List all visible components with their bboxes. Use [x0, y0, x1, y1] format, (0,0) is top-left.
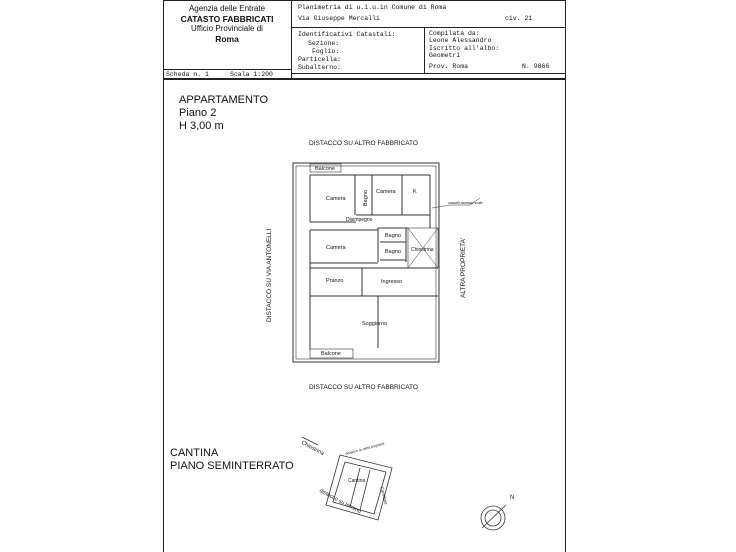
ident-title: Identificativi Catastali:: [298, 31, 396, 38]
agency-name: Agenzia delle Entrate: [188, 4, 266, 13]
iscritto-label: Iscritto all'albo:: [429, 45, 500, 52]
office-name: Ufficio Provinciale di: [191, 24, 263, 33]
compilata-label: Compilata da:: [429, 30, 480, 37]
room-bagno-2: Bagno: [385, 233, 401, 239]
apartment-floor: Piano 2: [179, 107, 217, 119]
apartment-title: APPARTAMENTO: [179, 94, 269, 106]
scale-value: Scala 1:200: [230, 71, 273, 78]
room-chiostrina: Chiostrina: [411, 247, 434, 253]
registration-number: N. 9866: [522, 63, 550, 70]
plan-left-label: DISTACCO SU VIA ANTONELLI: [266, 228, 273, 322]
room-soggiorno: Soggiorno: [362, 321, 388, 327]
catasto-title: CATASTO FABBRICATI: [180, 14, 274, 24]
room-kitchen: K: [413, 189, 417, 195]
plan-right-label: ALTRA PROPRIETA': [460, 237, 467, 298]
compiler-name: Leone Alessandro: [429, 37, 492, 44]
cantina-chiostrina: Chiostrina: [300, 440, 325, 457]
plan-bottom-label: DISTACCO SU ALTRO FABBRICATO: [309, 384, 418, 391]
cantina-altra: distacco su altra proprietà: [345, 441, 385, 456]
planimetria-text: Planimetria di u.i.u.in Comune di Roma: [298, 4, 447, 11]
apartment-height: H 3,00 m: [179, 120, 224, 132]
plan-top-label: DISTACCO SU ALTRO FABBRICATO: [309, 140, 418, 147]
address-text: Via Giuseppe Mercalli: [298, 15, 380, 22]
civic-number: civ. 21: [505, 15, 533, 22]
room-bagno-1: Bagno: [363, 190, 369, 206]
cantina-room-label: Cantina: [348, 478, 366, 484]
office-city: Roma: [215, 34, 239, 44]
cantina-title: CANTINA: [170, 447, 219, 459]
room-disimpegno: Disimpegno: [346, 217, 373, 223]
cantina-floor: PIANO SEMINTERRATO: [170, 460, 294, 472]
north-arrow: [481, 505, 506, 530]
foglio-label: Foglio:: [312, 48, 340, 55]
albo-value: Geometri: [429, 52, 461, 59]
room-ingresso: Ingresso: [381, 279, 403, 285]
room-camera-3: Camera: [326, 245, 346, 251]
room-camera-1: Camera: [326, 196, 346, 202]
cantina-distacco: distacco su terreno: [318, 488, 363, 516]
scheda-number: Scheda n. 1: [166, 71, 209, 78]
plan-note: cancelli accesso scale: [448, 201, 483, 205]
north-label: N: [510, 495, 515, 501]
sezione-label: Sezione:: [308, 40, 340, 47]
room-pranzo: Pranzo: [326, 278, 344, 284]
room-balcone-top: Balcone: [315, 166, 335, 172]
subalterno-label: Subalterno:: [298, 64, 341, 71]
province-value: Prov. Roma: [429, 63, 469, 70]
room-camera-2: Camera: [376, 189, 396, 195]
room-bagno-3: Bagno: [385, 249, 401, 255]
room-balcone-bottom: Balcone: [321, 351, 341, 357]
particella-label: Particella:: [298, 56, 341, 63]
cantina-corridoio: Corridoio: [379, 486, 389, 505]
